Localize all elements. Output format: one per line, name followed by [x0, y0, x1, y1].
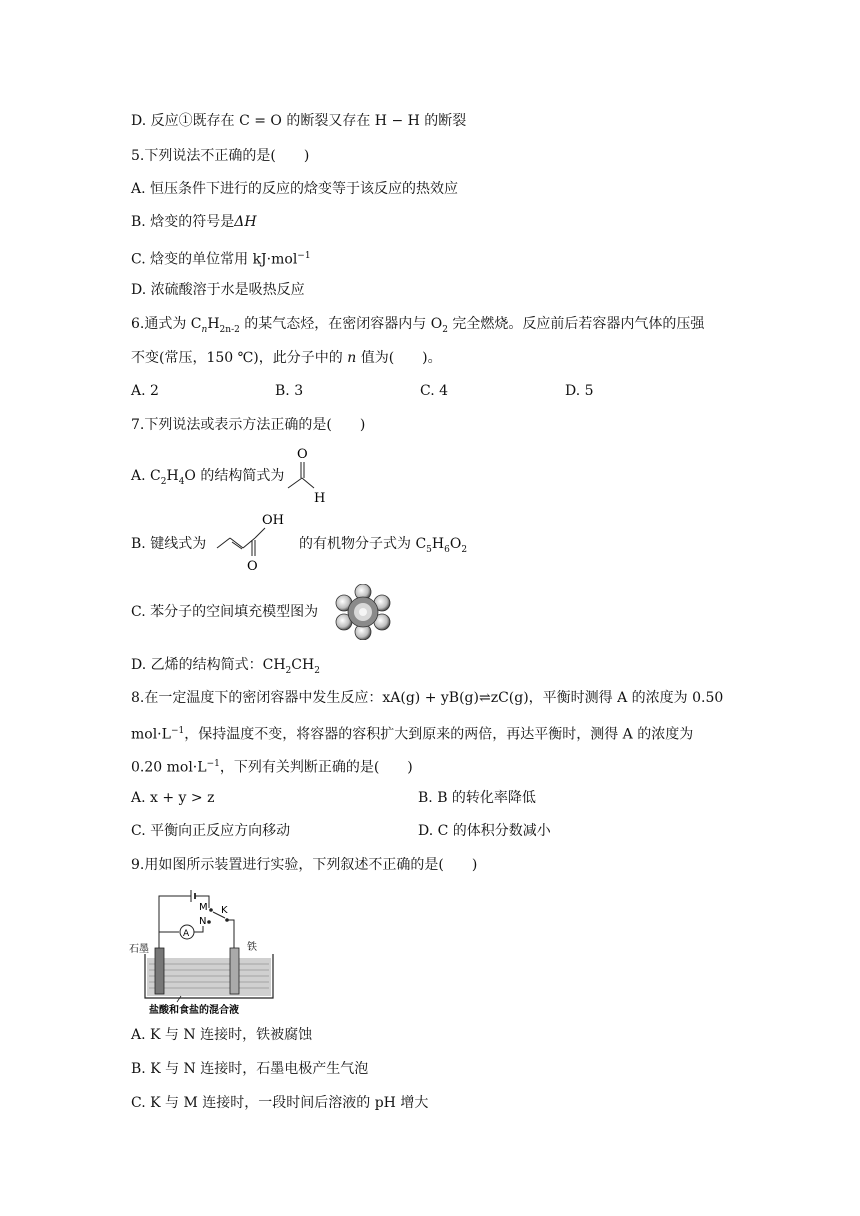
iron-label: 铁 [247, 942, 257, 953]
benzene-space-filling-model [334, 584, 392, 640]
terminal-n-label: N [199, 916, 207, 927]
carbonyl-o-label: O [247, 559, 258, 574]
q6-option-b: B. 3 [275, 383, 304, 399]
carboxyl-oh-label: OH [262, 513, 284, 528]
acetaldehyde-structure [286, 444, 336, 508]
q6-option-c: C. 4 [420, 383, 449, 399]
electrolysis-apparatus-figure [129, 884, 289, 1016]
ammeter-label: A [183, 929, 190, 939]
q8-option-d: D. C 的体积分数减小 [418, 823, 551, 839]
q7-option-b-prefix: B. 键线式为 [131, 536, 207, 552]
q9-option-b: B. K 与 N 连接时，石墨电极产生气泡 [131, 1061, 369, 1077]
q6-stem-line1: 6.通式为 $C_nH_{2n-2}$ 的某气态烃，在密闭容器内与 $O_2$ 完全燃烧。反应前后若容器内气体的压强 [131, 316, 705, 335]
q5-stem: 5.下列说法不正确的是( ) [131, 148, 310, 164]
q8-option-a: A. x + y > z [131, 790, 215, 806]
q5-option-a: A. 恒压条件下进行的反应的焓变等于该反应的热效应 [131, 181, 459, 197]
acetaldehyde-h-label: H [314, 491, 326, 506]
q8-stem-line3: 0.20 $mol\cdot L^{-1}$，下列有关判断正确的是( ) [131, 759, 413, 776]
terminal-m-label: M [199, 902, 208, 913]
q8-option-c: C. 平衡向正反应方向移动 [131, 823, 291, 839]
q5-option-c: C. 焓变的单位常用 kJ·mol$^{-1}$ [131, 251, 311, 268]
q5-option-d: D. 浓硫酸溶于水是吸热反应 [131, 282, 305, 298]
q7-option-c: C. 苯分子的空间填充模型图为 [131, 604, 319, 620]
q6-option-a: A. 2 [131, 383, 159, 399]
solution-caption: 盐酸和食盐的混合液 [149, 1005, 239, 1016]
graphite-electrode [155, 948, 164, 994]
q8-stem-line2: $mol\cdot L^{-1}$，保持温度不变，将容器的容积扩大到原来的两倍，再达平衡时，测得 A 的浓度为 [131, 726, 694, 743]
q9-stem: 9.用如图所示装置进行实验，下列叙述不正确的是( ) [131, 857, 478, 873]
q7-option-b-formula: 的有机物分子式为 $C_5H_6O_2$ [299, 536, 468, 555]
q8-stem-line1: 8.在一定温度下的密闭容器中发生反应：xA(g) + yB(g)⇌zC(g)，平衡时测得 A 的浓度为 0.50 [131, 690, 724, 706]
q7-option-a: A. $C_2H_4O$ 的结构简式为 [131, 468, 285, 487]
q8-option-b: B. B 的转化率降低 [418, 790, 536, 806]
acetaldehyde-o-label: O [297, 447, 308, 462]
q9-option-a: A. K 与 N 连接时，铁被腐蚀 [131, 1027, 313, 1043]
q6-option-d: D. 5 [565, 383, 594, 399]
graphite-label: 石墨 [129, 944, 149, 955]
iron-electrode [230, 948, 239, 994]
q7-stem: 7.下列说法或表示方法正确的是( ) [131, 417, 366, 433]
q7-option-d: D. 乙烯的结构简式：$CH_2CH_2$ [131, 657, 320, 676]
q6-stem-line2: 不变(常压，150 ℃)，此分子中的 n 值为( )。 [131, 350, 442, 366]
q5-option-b: B. 焓变的符号是ΔH [131, 214, 257, 230]
crotonic-acid-skeletal [215, 508, 295, 576]
delta-h-symbol: ΔH [234, 214, 257, 230]
q9-option-c: C. K 与 M 连接时，一段时间后溶液的 pH 增大 [131, 1095, 429, 1111]
switch-k-label: K [221, 905, 228, 916]
q4-option-d: D. 反应①既存在 C = O 的断裂又存在 H − H 的断裂 [131, 113, 467, 129]
